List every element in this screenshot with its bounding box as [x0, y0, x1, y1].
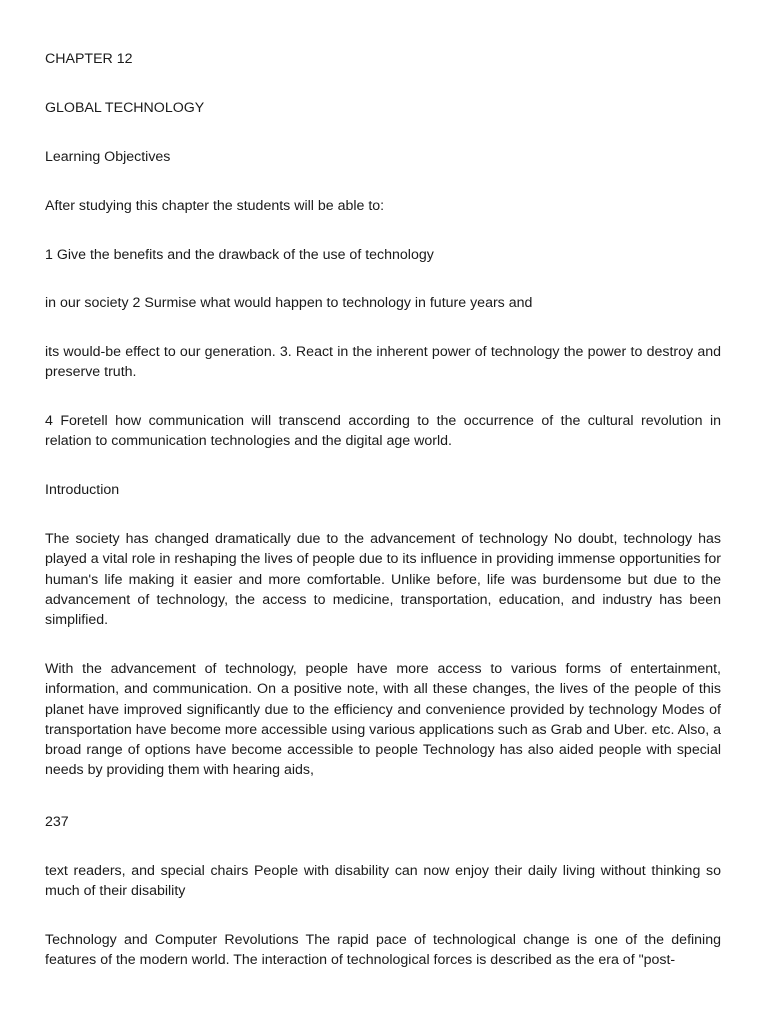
objective-3: its would-be effect to our generation. 3. React in the inherent power of technology the power to destroy and preserve truth.	[45, 344, 721, 381]
objectives-intro: After studying this chapter the students will be able to:	[45, 198, 385, 214]
introduction-heading: Introduction	[45, 482, 120, 498]
objective-4: 4 Foretell how communication will transcend according to the occurrence of the cultural revolution in relation to communication technologies and the digital age world.	[45, 413, 721, 450]
objective-2: in our society 2 Surmise what would happen to technology in future years and	[45, 295, 533, 311]
paragraph-3: text readers, and special chairs People with disability can now enjoy their daily living without thinking so much of their disability	[45, 863, 721, 900]
paragraph-4: Technology and Computer Revolutions The rapid pace of technological change is one of the defining features of the modern world. The interaction of technological forces is described as the era of "post-	[45, 932, 721, 969]
chapter-label: CHAPTER 12	[45, 51, 133, 67]
learning-objectives-heading: Learning Objectives	[45, 149, 171, 165]
page-number: 237	[45, 814, 69, 830]
objective-1: 1 Give the benefits and the drawback of the use of technology	[45, 247, 434, 263]
introduction-paragraph-2: With the advancement of technology, people have more access to various forms of entertainment, information, and communication. On a positive note, with all these changes, the lives of the people of this planet have improved significantly due to the efficiency and convenience provided by technology Modes of transportation have become more accessible using various applications such as Grab and Uber. etc. Also, a broad range of options have become accessible to people Technology has also aided people with special needs by providing them with hearing aids,	[45, 661, 721, 779]
introduction-paragraph-1: The society has changed dramatically due to the advancement of technology No doubt, technology has played a vital role in reshaping the lives of people due to its influence in providing immense opportunities for human's life making it easier and more comfortable. Unlike before, life was burdensome but due to the advancement of technology, the access to medicine, transportation, education, and industry has been simplified.	[45, 531, 721, 629]
chapter-title: GLOBAL TECHNOLOGY	[45, 100, 205, 116]
document-page	[45, 0, 721, 1024]
